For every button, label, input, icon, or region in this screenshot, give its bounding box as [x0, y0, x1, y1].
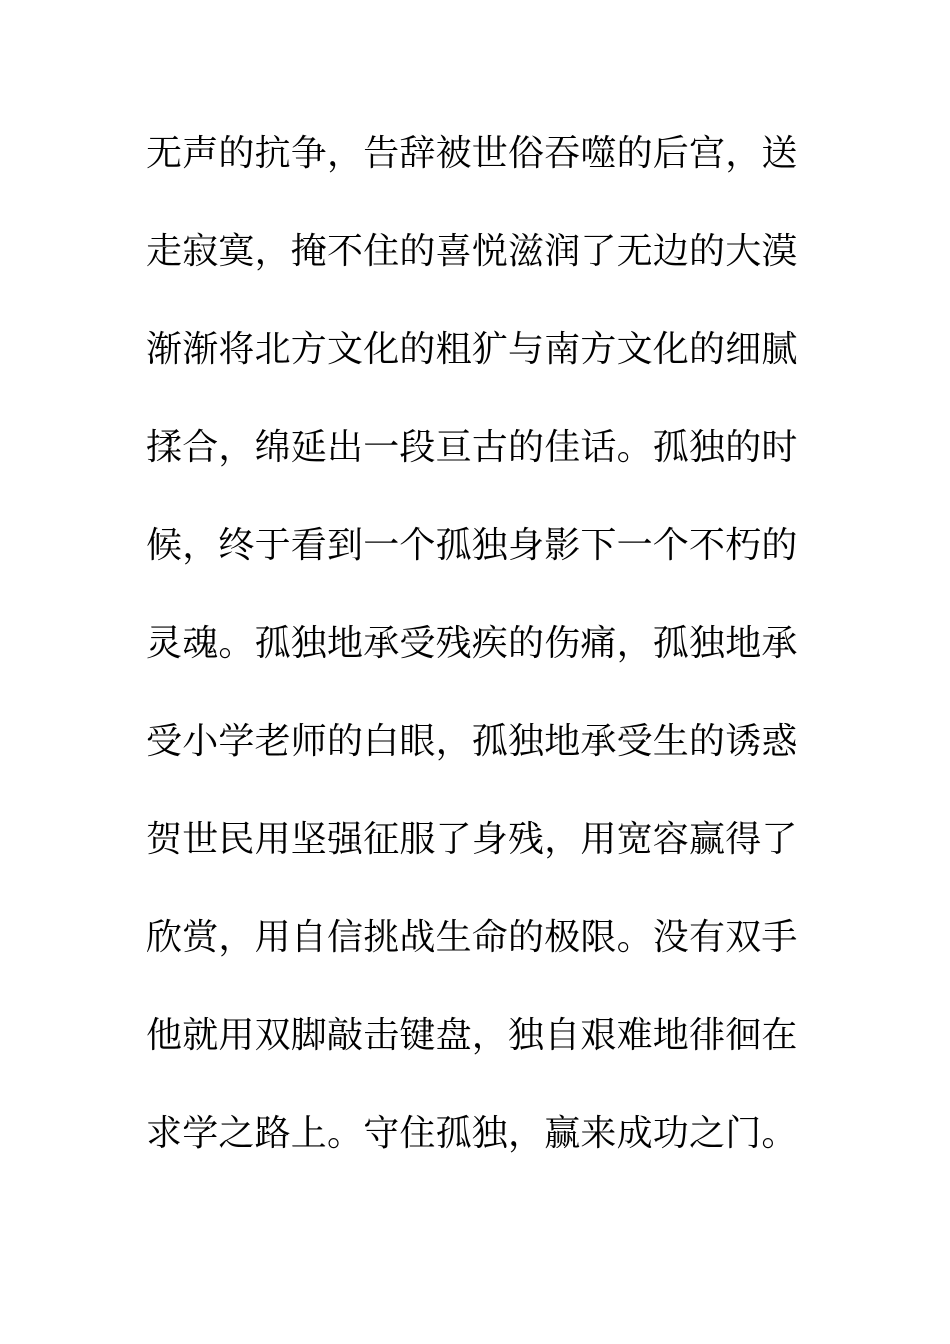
text-line-6: 灵魂。孤独地承受残疾的伤痛，孤独地承 — [146, 623, 798, 664]
text-line-1: 无声的抗争，告辞被世俗吞噬的后宫，送 — [146, 133, 798, 174]
essay-text — [146, 124, 816, 1202]
text-line-2: 走寂寞，掩不住的喜悦滋润了无边的大漠 — [146, 231, 798, 272]
text-line-11: 求学之路上。守住孤独，赢来成功之门。 — [146, 1113, 798, 1154]
text-line-8: 贺世民用坚强征服了身残，用宽容赢得了 — [146, 819, 798, 860]
text-line-7: 受小学老师的白眼，孤独地承受生的诱惑 — [146, 721, 798, 762]
text-line-3: 渐渐将北方文化的粗犷与南方文化的细腻 — [146, 329, 798, 370]
text-line-10: 他就用双脚敲击键盘，独自艰难地徘徊在 — [146, 1015, 798, 1056]
text-line-4: 揉合，绵延出一段亘古的佳话。孤独的时 — [146, 427, 798, 468]
text-line-9: 欣赏，用自信挑战生命的极限。没有双手 — [146, 917, 798, 958]
text-line-5: 候，终于看到一个孤独身影下一个不朽的 — [146, 525, 798, 566]
